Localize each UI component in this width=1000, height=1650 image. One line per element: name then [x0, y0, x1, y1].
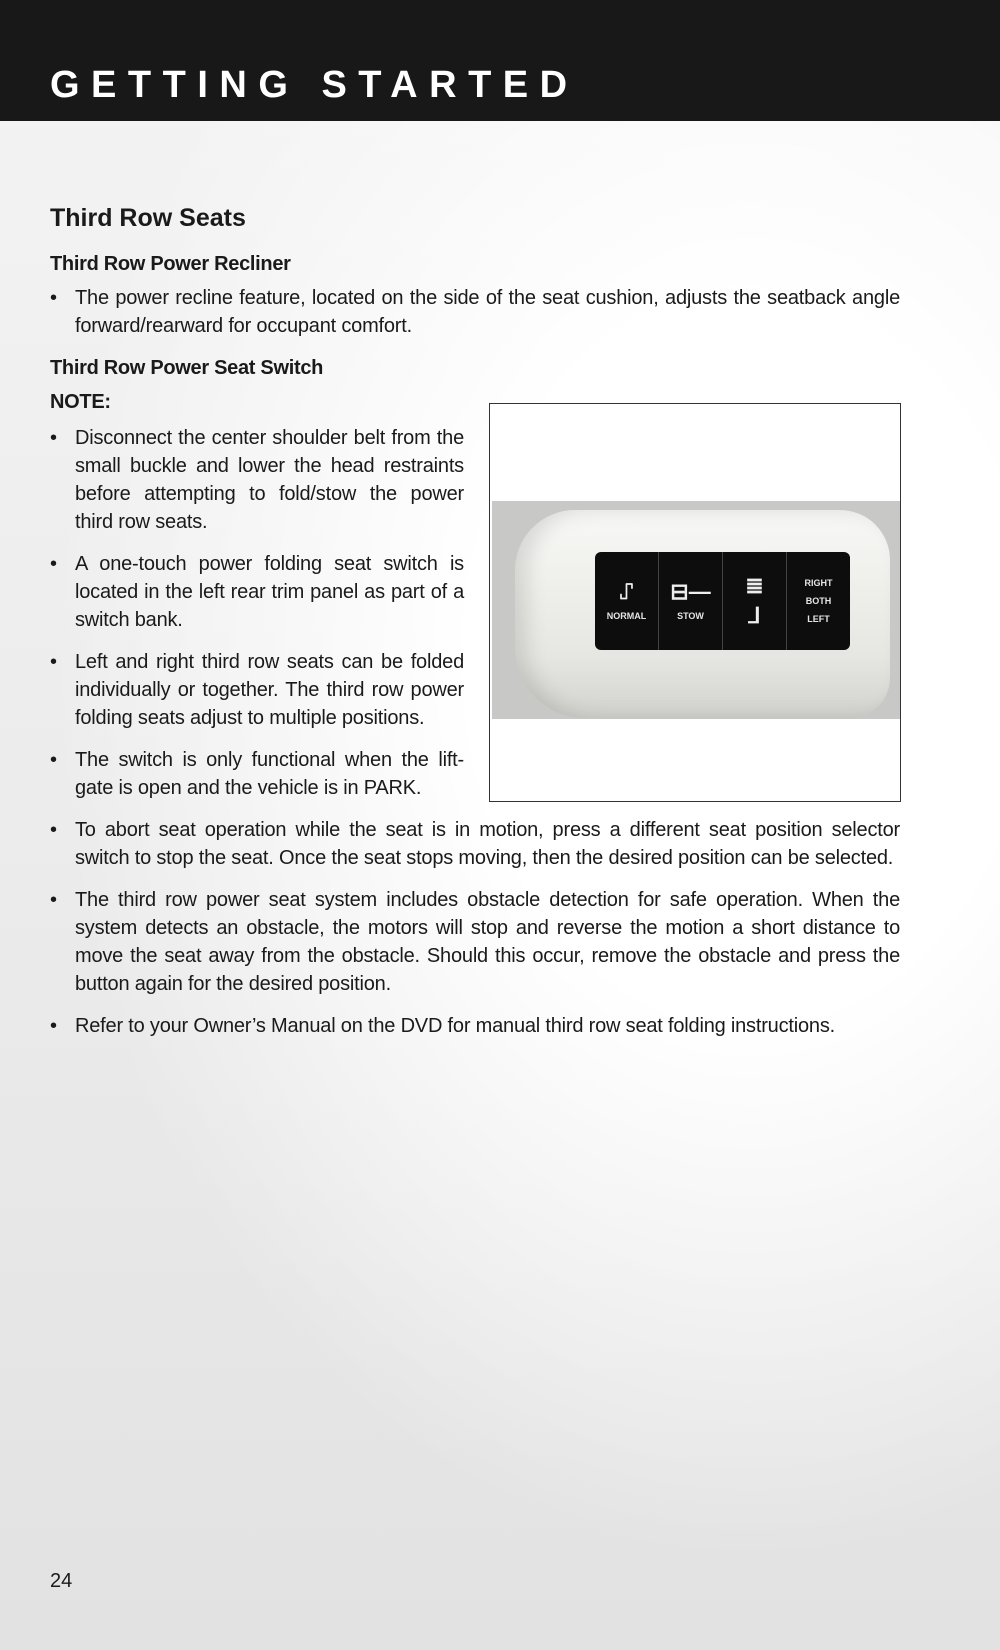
switch-bank — [595, 552, 850, 650]
note-label: NOTE: — [50, 391, 111, 413]
list-item: • To abort seat operation while the seat is in motion, press a different seat position selector switch to stop the seat. Once the seat stops moving, then the desired position can be selected. — [50, 819, 900, 869]
list-item: • Disconnect the center shoulder belt from the small buckle and lower the head restraints before attempting to fold/stow the power third row seats. — [50, 427, 464, 533]
seat-tumble-icon: ≣ — [745, 573, 764, 598]
note-list — [50, 424, 464, 802]
chapter-title: GETTING STARTED — [50, 64, 579, 106]
list-item: • The third row power seat system includes obstacle detection for safe operation. When the system detects an obstacle, the motors will stop and reverse the motion a short distance to move the seat away from the obstacle. Should this occur, remove the obstacle and press the button again for the desired position. — [50, 889, 900, 995]
page-header — [0, 0, 1000, 121]
seat-recline-icon: ⅃ — [748, 603, 761, 628]
list-item: • Left and right third row seats can be folded individually or together. The third row power folding seats adjust to multiple positions. — [50, 651, 464, 729]
seat-folded-icon: ⊟— — [670, 579, 711, 604]
recliner-list — [50, 284, 900, 340]
list-item: • Refer to your Owner’s Manual on the DVD for manual third row seat folding instructions. — [50, 1015, 836, 1037]
position-switch — [723, 552, 787, 650]
seat-upright-icon: ⑀ — [619, 579, 634, 604]
full-width-list — [50, 816, 900, 1040]
stow-switch: ⊟— STOW — [659, 552, 723, 650]
side-select-switch: RIGHT BOTH LEFT — [804, 578, 833, 624]
normal-switch: ⑀ NORMAL — [595, 552, 659, 650]
section-title: Third Row Seats — [50, 204, 246, 232]
list-item: • The switch is only functional when the lift-gate is open and the vehicle is in PARK. — [50, 749, 464, 799]
page-number: 24 — [50, 1570, 73, 1592]
subheading-seat-switch: Third Row Power Seat Switch — [50, 357, 324, 379]
list-item: • The power recline feature, located on the side of the seat cushion, adjusts the seatback angle forward/rearward for occupant comfort. — [50, 287, 900, 337]
left-column — [50, 388, 464, 802]
subheading-recliner: Third Row Power Recliner — [50, 253, 291, 275]
seat-switch-photo — [489, 403, 901, 802]
list-item: • A one-touch power folding seat switch is located in the left rear trim panel as part of a switch bank. — [50, 553, 464, 631]
